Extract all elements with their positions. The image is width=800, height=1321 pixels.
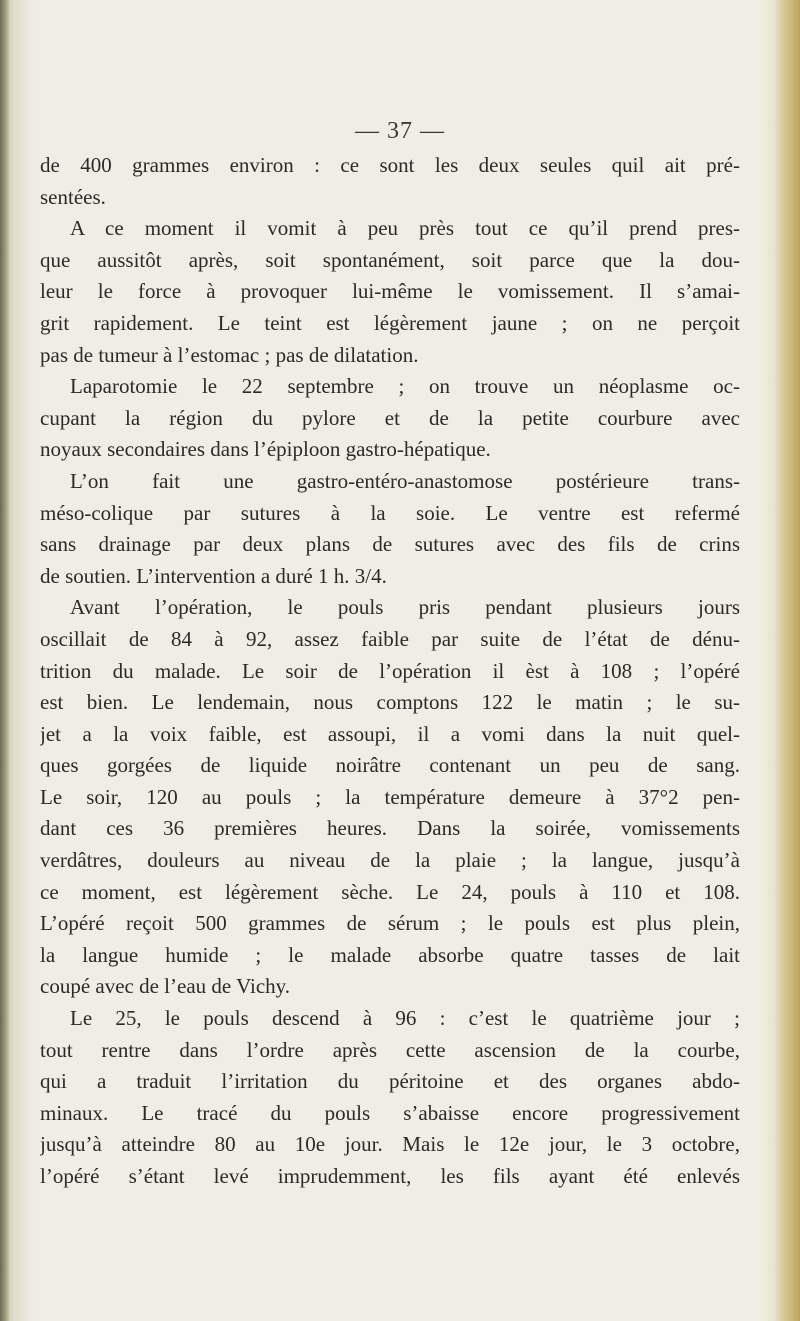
text-line: sans drainage par deux plans de sutures avec des fils de crins: [40, 532, 740, 557]
text-line: Le 25, le pouls descend à 96 : c’est le quatrième jour ;: [70, 1006, 740, 1031]
text-line: Le soir, 120 au pouls ; la température demeure à 37°2 pen-: [40, 784, 740, 809]
text-line: A ce moment il vomit à peu près tout ce qu’il prend pres-: [70, 216, 740, 241]
text-line: l’opéré s’étant levé imprudemment, les fils ayant été enlevés: [40, 1164, 740, 1188]
text-line: noyaux secondaires dans l’épiploon gastro-hépatique.: [40, 437, 491, 462]
text-line: verdâtres, douleurs au niveau de la plaie ; la langue, jusqu’à: [40, 848, 740, 873]
text-line: la langue humide ; le malade absorbe quatre tasses de lait: [40, 942, 740, 967]
text-line: minaux. Le tracé du pouls s’abaisse encore progressivement: [40, 1100, 740, 1125]
text-line: sentées.: [40, 184, 106, 209]
text-line: leur le force à provoquer lui-même le vomissement. Il s’amai-: [40, 279, 740, 304]
text-line: que aussitôt après, soit spontanément, soit parce que la dou-: [40, 247, 740, 272]
text-line: de soutien. L’intervention a duré 1 h. 3/4.: [40, 563, 387, 588]
text-line: est bien. Le lendemain, nous comptons 122 le matin ; le su-: [40, 690, 740, 715]
text-line: L’on fait une gastro-entéro-anastomose postérieure trans-: [70, 468, 740, 493]
text-line: tout rentre dans l’ordre après cette ascension de la courbe,: [40, 1037, 740, 1062]
text-line: jusqu’à atteindre 80 au 10e jour. Mais le 12e jour, le 3 octobre,: [40, 1132, 740, 1157]
body-text: [40, 150, 740, 1193]
text-line: jet a la voix faible, est assoupi, il a vomi dans la nuit quel-: [40, 721, 740, 746]
text-line: trition du malade. Le soir de l’opération il èst à 108 ; l’opéré: [40, 658, 740, 683]
page-binding-edge: [0, 0, 10, 1321]
text-line: qui a traduit l’irritation du péritoine et des organes abdo-: [40, 1069, 740, 1094]
text-line: pas de tumeur à l’estomac ; pas de dilatation.: [40, 342, 419, 367]
text-line: L’opéré reçoit 500 grammes de sérum ; le pouls est plus plein,: [40, 911, 740, 936]
text-line: de 400 grammes environ : ce sont les deux seules quil ait pré-: [40, 153, 740, 177]
text-line: ques gorgées de liquide noirâtre contenant un peu de sang.: [40, 753, 740, 778]
text-line: grit rapidement. Le teint est légèrement jaune ; on ne perçoit: [40, 310, 740, 335]
text-line: cupant la région du pylore et de la petite courbure avec: [40, 405, 740, 430]
text-line: coupé avec de l’eau de Vichy.: [40, 974, 291, 999]
text-line: méso-colique par sutures à la soie. Le ventre est refermé: [40, 500, 740, 525]
text-line: oscillait de 84 à 92, assez faible par suite de l’état de dénu-: [40, 626, 740, 651]
text-line: ce moment, est légèrement sèche. Le 24, pouls à 110 et 108.: [40, 879, 740, 904]
page-number: — 37 —: [355, 118, 445, 144]
page-stained-edge: [774, 0, 800, 1321]
text-line: Laparotomie le 22 septembre ; on trouve un néoplasme oc-: [70, 374, 740, 399]
text-line: Avant l’opération, le pouls pris pendant plusieurs jours: [70, 595, 740, 620]
text-line: dant ces 36 premières heures. Dans la soirée, vomissements: [40, 816, 740, 841]
